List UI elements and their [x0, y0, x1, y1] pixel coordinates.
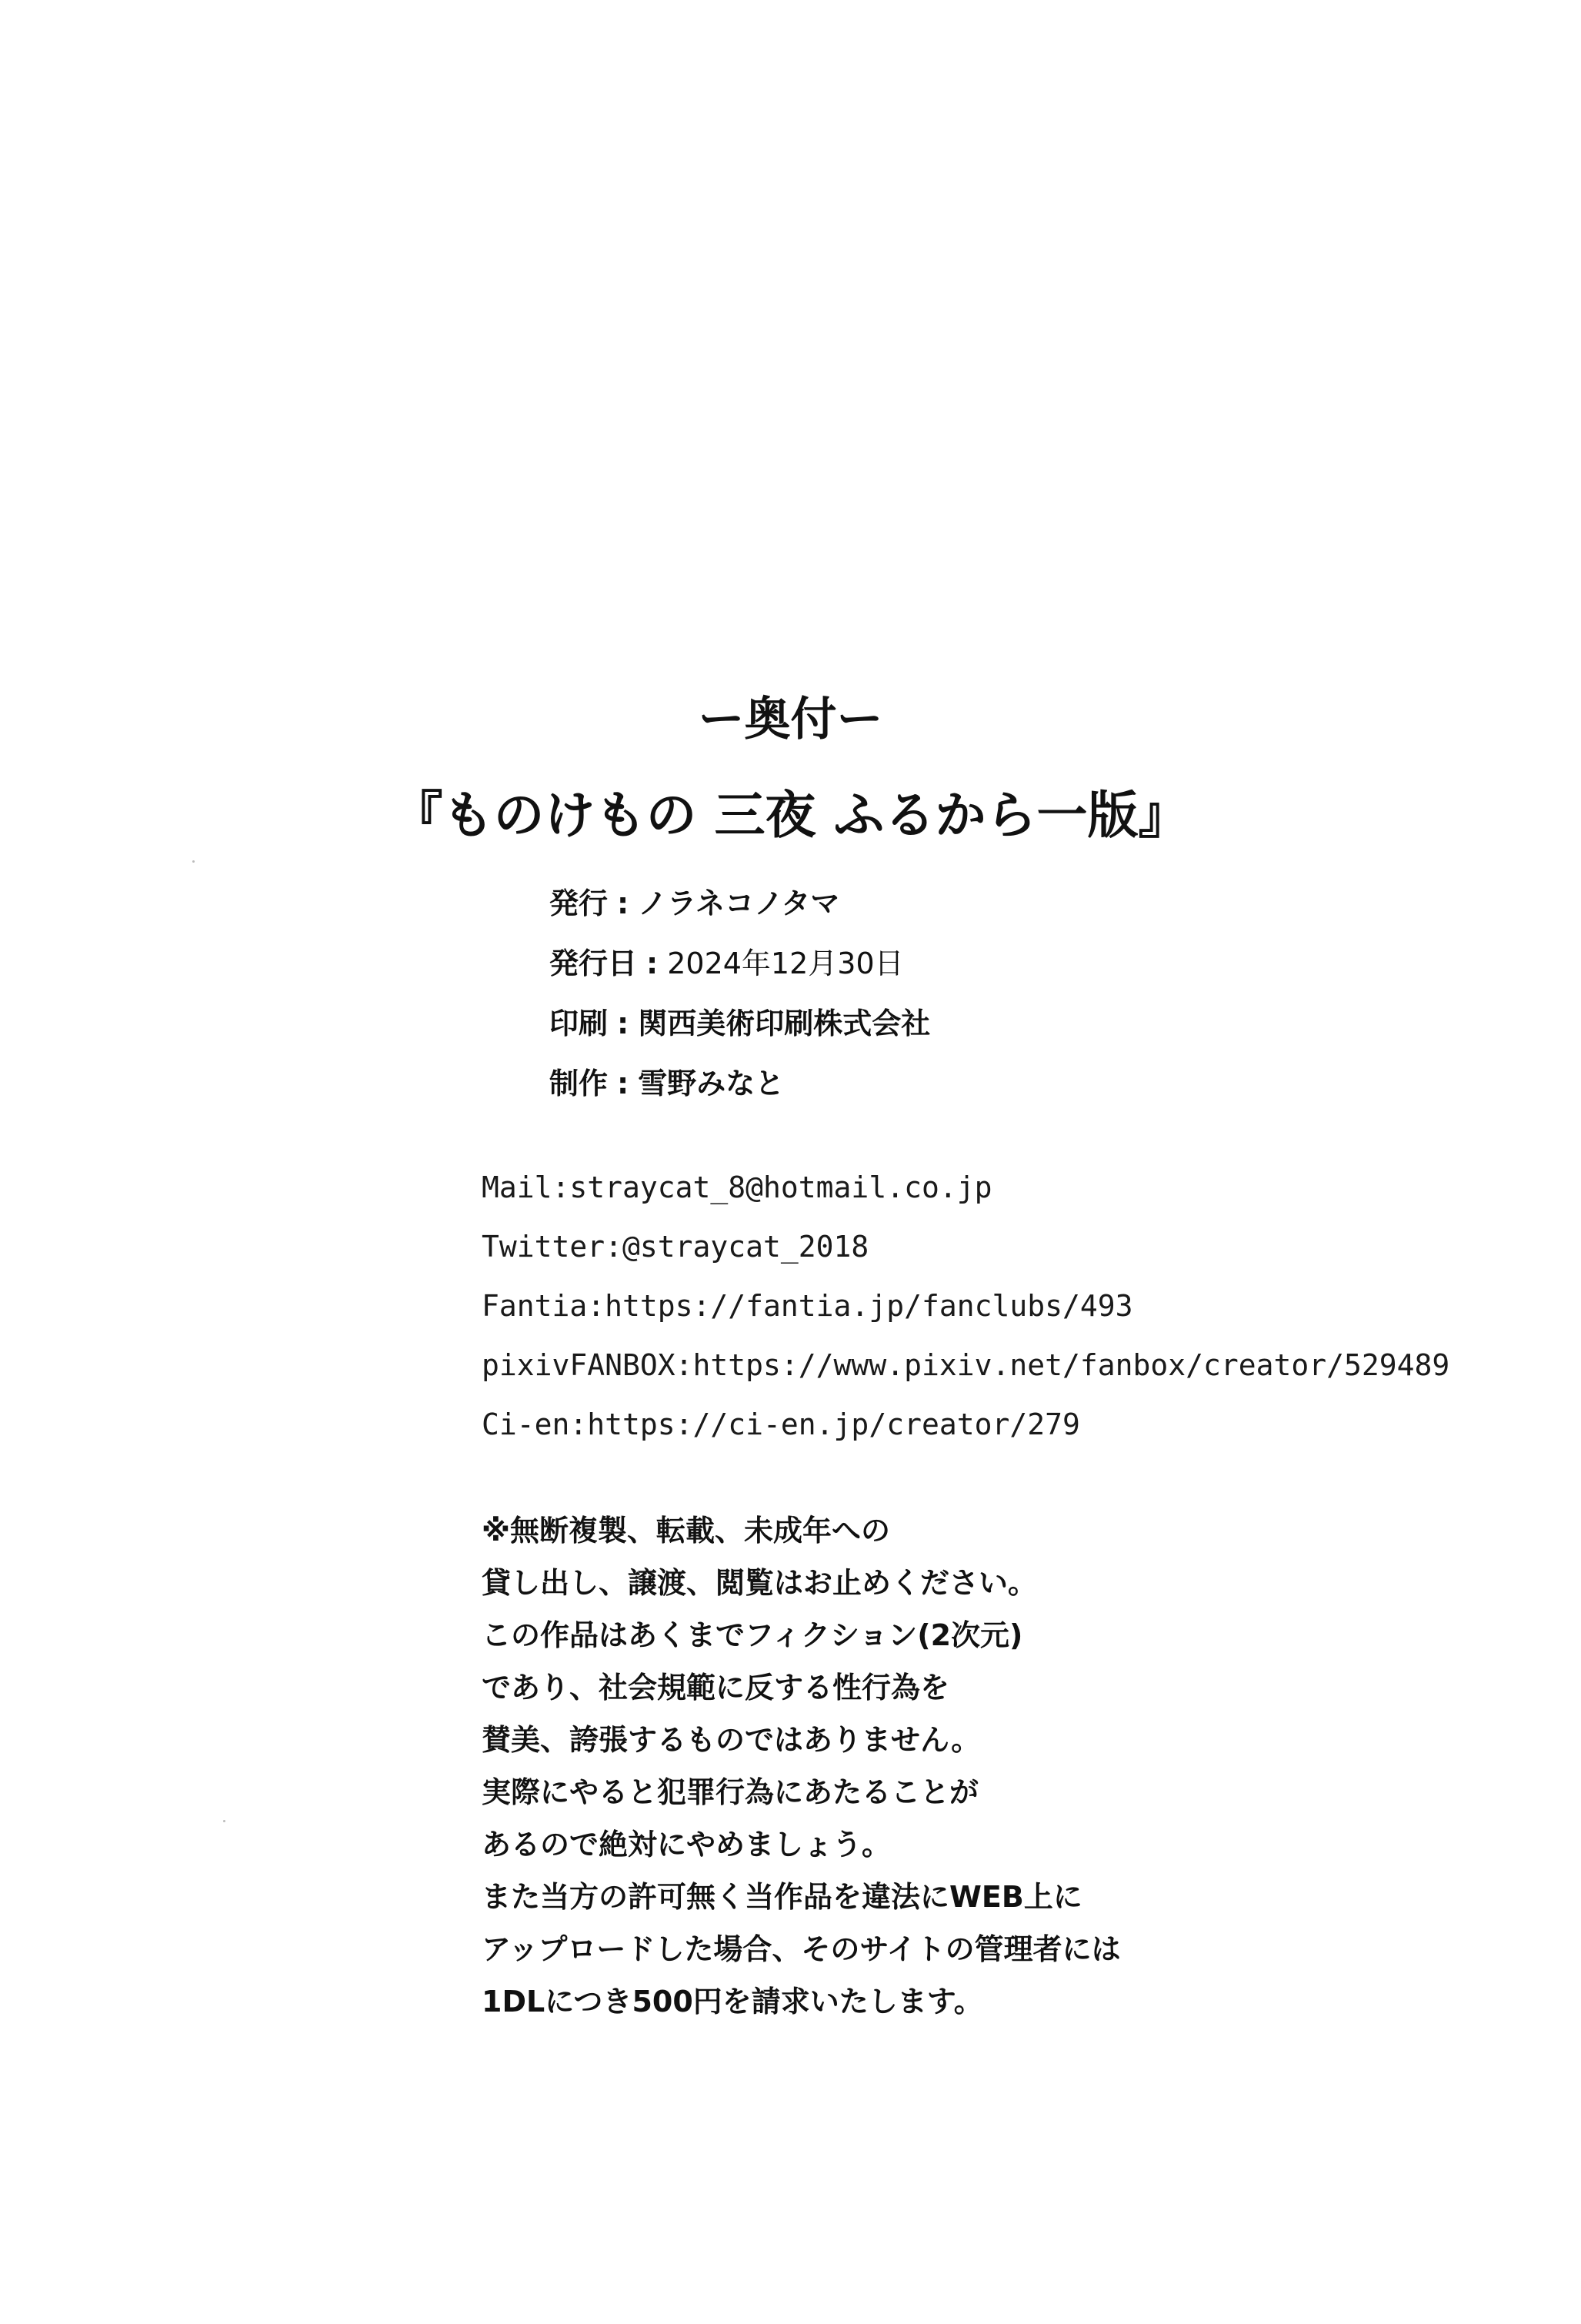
- ci-en-link: Ci-en:https://ci-en.jp/creator/279: [482, 1407, 1080, 1441]
- publisher-separator: :: [617, 887, 629, 920]
- printer-value: 関西美術印刷株式会社: [638, 1007, 931, 1040]
- notice-line: 貸し出し、譲渡、閲覧はお止めください。: [482, 1566, 1038, 1600]
- publisher-row: [549, 873, 930, 933]
- notice-line: ※無断複製、転載、未成年への: [482, 1514, 890, 1548]
- contact-links: [482, 1158, 1449, 1454]
- producer-row: [549, 1053, 930, 1114]
- notice-line: 実際にやると犯罪行為にあたることが: [482, 1775, 979, 1809]
- publication-info: [549, 873, 930, 1114]
- publisher-label: 発行: [549, 887, 609, 920]
- publish-date-row: [549, 933, 930, 993]
- notice-line: 1DLにつき500円を請求いたします。: [482, 1985, 983, 2018]
- colophon-heading: ー奥付ー: [698, 693, 883, 746]
- notice-line: であり、社会規範に反する性行為を: [482, 1671, 950, 1705]
- mail-link: Mail:straycat_8@hotmail.co.jp: [482, 1170, 992, 1204]
- scan-speck: [192, 860, 195, 863]
- notice-line: 賛美、誇張するものではありません。: [482, 1723, 981, 1757]
- book-title: 『ものけもの 三夜 ふるから一版』: [392, 786, 1189, 845]
- publish-date-label: 発行日: [549, 947, 638, 980]
- printer-row: [549, 993, 930, 1053]
- producer-label: 制作: [549, 1067, 609, 1100]
- notice-line: アップロードした場合、そのサイトの管理者には: [482, 1932, 1121, 1966]
- producer-separator: :: [617, 1067, 629, 1100]
- pixiv-fanbox-link: pixivFANBOX:https://www.pixiv.net/fanbox/creator/529489: [482, 1348, 1450, 1382]
- publish-date-separator: :: [646, 947, 659, 980]
- publish-date-value: 2024年12月30日: [667, 947, 904, 980]
- printer-separator: :: [617, 1007, 629, 1040]
- printer-label: 印刷: [549, 1007, 609, 1040]
- fantia-link: Fantia:https://fantia.jp/fanclubs/493: [482, 1289, 1133, 1323]
- twitter-link: Twitter:@straycat_2018: [482, 1230, 869, 1264]
- notice-line: また当方の許可無く当作品を違法にWEB上に: [482, 1880, 1082, 1914]
- legal-notice: [482, 1504, 1121, 2028]
- notice-line: あるので絶対にやめましょう。: [482, 1828, 892, 1862]
- notice-line: この作品はあくまでフィクション(2次元): [482, 1618, 1023, 1652]
- producer-value: 雪野みなと: [638, 1067, 785, 1100]
- publisher-value: ノラネコノタマ: [638, 887, 840, 920]
- scan-speck: [223, 1820, 225, 1822]
